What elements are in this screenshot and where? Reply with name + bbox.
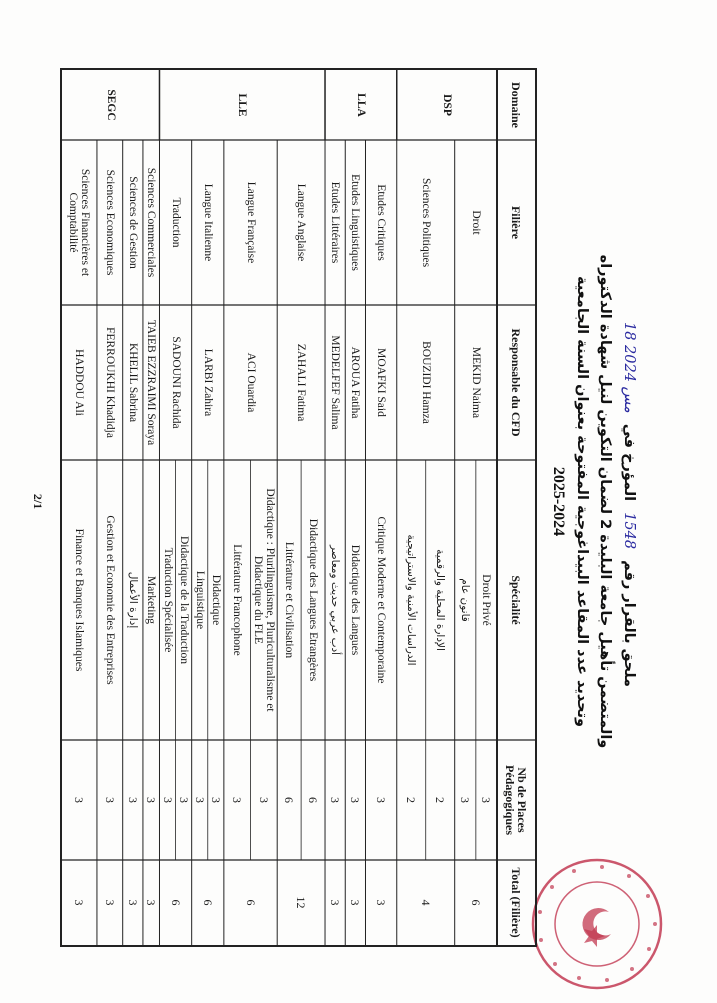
domaine-header: Domaine [509,82,523,128]
domaine-cell: LLA [354,93,367,117]
responsable-cell: SADOUNI Rachida [169,336,182,429]
official-stamp [527,854,667,994]
header-mid: المؤرخ في [621,423,637,502]
filiere-cell: Sciences Politiques [419,177,432,268]
filiere-cell: Langue Anglaise [295,183,308,262]
specialite-cell: Marketing [145,576,158,624]
places-cell: 3 [230,797,245,803]
domaine-cell: SEGC [104,89,117,121]
responsable-cell: LARBI Zahira [201,348,214,417]
header-year: 2025-2024 [550,466,567,537]
specialite-cell: Didactique : Plurilinguisme, Pluriculturalisme et Didactique du FLE [251,488,276,712]
places-cell: 3 [328,797,343,803]
responsable-cell: BOUZIDI Hamza [419,341,432,424]
header-line-2: والمتضمن تأهيل جامعة البليدة 2 لضمان التكوين لنيل شهادة الدكتوراه [597,254,613,749]
filiere-cell: Droit [469,210,482,235]
total-cell: 12 [294,896,309,909]
specialite-cell: أدب عربي حديث ومعاصر [329,544,342,656]
filiere-header: Filière [509,205,523,240]
specialite-cell: قانون عام [459,578,472,622]
places-cell: 6 [282,797,297,803]
places-cell: 2 [433,797,448,803]
places-cell: 3 [192,797,207,803]
specialite-cell: Littérature et Civilisation [283,541,296,659]
places-cell: 3 [374,797,389,803]
responsable-cell: MOAFKI Said [375,348,388,417]
responsable-cell: KHELIL Sabrina [126,342,139,423]
responsable-cell: MEDELFEF Salima [329,335,342,430]
total-cell: 3 [328,899,343,906]
places-cell: 3 [160,797,175,803]
places-cell: 3 [125,797,140,803]
specialite-cell: Gestion et Economie des Entreprises [103,515,116,685]
specialite-cell: Linguistique [193,570,206,630]
specialite-cell: Droit Privé [480,574,493,626]
filiere-cell: Etudes Linguistiques [349,174,362,271]
header-line-3: وتحديد عدد المقاعد البيداغوجية المفتوحة بعنوان السنة الجامعية [574,275,590,728]
specialite-cell: Didactique des Langues Etrangères [307,518,320,682]
places-cell: 3 [72,797,87,803]
places-cell: 3 [348,797,363,803]
decision-date: 18 مس 2024 [621,321,637,413]
total-cell: 6 [243,899,258,906]
decision-number: 1548 [621,512,637,550]
specialite-header: Spécialité [509,575,523,625]
specialite-cell: Critique Moderne et Contemporaine [375,516,388,684]
domaine-cell: DSP [440,94,453,116]
total-cell: 3 [374,899,389,906]
total-cell: 4 [418,899,433,906]
total-cell: 6 [200,899,215,906]
responsable-cell: HADDOU Ali [73,349,86,416]
responsable-cell: FERROUKHI Khadidja [103,327,116,438]
filiere-cell: Sciences de Gestion [126,176,139,269]
specialite-cell: الإدارة المحلية والرقمية [434,549,447,651]
places-cell: 6 [306,797,321,803]
places-cell: 2 [404,797,419,803]
total-cell: 6 [468,899,483,906]
specialite-cell: Didactique [209,574,222,626]
responsable-header: Responsable du CFD [509,328,523,437]
places-cell: 3 [479,797,494,803]
specialite-cell: الدراسات الأمنية والاستراتيجية [405,534,418,666]
places-cell: 3 [256,797,271,803]
places-table [60,68,537,947]
total-cell: 3 [348,899,363,906]
total-cell: 6 [168,899,183,906]
total-header: Total (Filière) [509,867,523,938]
responsable-cell: ZAHALI Fatima [295,343,308,422]
places-header: Nb de Places Pédagogiques [503,764,529,835]
specialite-cell: إدارة الأعمال [126,571,139,629]
places-cell: 3 [102,797,117,803]
filiere-cell: Sciences Financières et Comptabilité [67,168,92,277]
domaine-cell: LLE [236,93,249,117]
responsable-cell: TAIEB EZZRAIMI Soraya [145,319,158,446]
places-cell: 3 [208,797,223,803]
header-prefix: ملحق بالقرار رقم [621,560,637,688]
specialite-cell: Finance et Banques Islamiques [73,528,86,672]
page-number: 2/1 [31,493,45,510]
total-cell: 3 [144,899,159,906]
responsable-cell: ACI Ouardia [244,352,257,413]
header-line-1 [621,0,637,1003]
total-cell: 3 [125,899,140,906]
places-cell: 3 [458,797,473,803]
filiere-cell: Etudes Littéraires [329,181,342,264]
specialite-cell: Didactique des Langues [349,544,362,656]
specialite-cell: Didactique de la Traduction [177,535,190,665]
filiere-cell: Langue Italienne [201,183,214,262]
responsable-cell: MEKID Naima [469,346,482,419]
filiere-cell: Traduction [169,197,182,248]
places-cell: 3 [144,797,159,803]
total-cell: 3 [102,899,117,906]
filiere-cell: Sciences Commerciales [145,167,158,278]
specialite-cell: Traduction Spécialisée [161,547,174,653]
places-cell: 3 [176,797,191,803]
filiere-cell: Etudes Critiques [375,184,388,261]
total-cell: 3 [72,899,87,906]
filiere-cell: Sciences Economiques [103,169,116,276]
responsable-cell: AROUA Fatiha [349,346,362,419]
specialite-cell: Littérature Francophone [231,544,244,656]
filiere-cell: Langue Française [244,181,257,264]
